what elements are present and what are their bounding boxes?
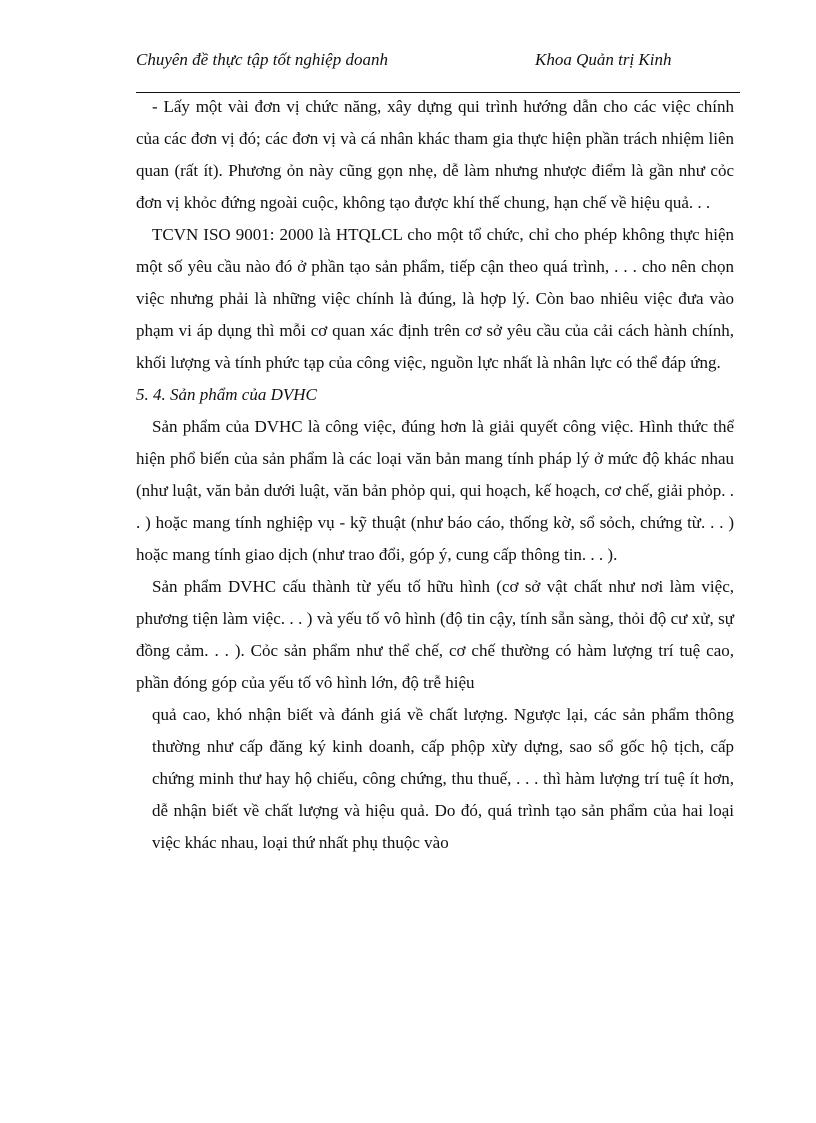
paragraph-3: Sản phẩm của DVHC là công việc, đúng hơn là giải quyết công việc. Hình thức thể hiện phổ biến của sản phẩm là các loại văn bản mang tính pháp lý ở mức độ khác nhau (như luật, văn bản dưới luật, văn bản phỏp qui, qui hoạch, kế hoạch, cơ chế, giải phỏp. . . ) hoặc mang tính nghiệp vụ - kỹ thuật (như báo cáo, thống kờ, sổ sỏch, chứng từ. . . ) hoặc mang tính giao dịch (như trao đổi, góp ý, cung cấp thông tin. . . ). (136, 417, 734, 564)
paragraph-4: Sản phẩm DVHC cấu thành từ yếu tố hữu hình (cơ sở vật chất như nơi làm việc, phương tiện làm việc. . . ) và yếu tố vô hình (độ tin cậy, tính sẵn sàng, thỏi độ cư xử, sự đồng cảm. . . ). Cỏc sản phẩm như thể chế, cơ chế thường có hàm lượng trí tuệ cao, phần đóng góp của yếu tố vô hình lớn, độ trễ hiệu (136, 577, 734, 692)
document-body (136, 91, 734, 859)
paragraph-1: - Lấy một vài đơn vị chức năng, xây dựng qui trình hướng dẫn cho các việc chính của các đơn vị đó; các đơn vị và cá nhân khác tham gia thực hiện phần trách nhiệm liên quan (rất ít). Phương ỏn này cũng gọn nhẹ, dễ làm nhưng nhược điểm là gần như cỏc đơn vị khỏc đứng ngoài cuộc, không tạo được khí thế chung, hạn chế về hiệu quả. . . (136, 97, 734, 212)
paragraph-2: TCVN ISO 9001: 2000 là HTQLCL cho một tổ chức, chỉ cho phép không thực hiện một số yêu cầu nào đó ở phần tạo sản phẩm, tiếp cận theo quá trình, . . . cho nên chọn việc nhưng phải là những việc chính là đúng, là hợp lý. Còn bao nhiêu việc đưa vào phạm vi áp dụng thì mỗi cơ quan xác định trên cơ sở yêu cầu của cải cách hành chính, khối lượng và tính phức tạp của công việc, nguồn lực nhất là nhân lực có thể đáp ứng. (136, 225, 734, 372)
paragraph-5: quả cao, khó nhận biết và đánh giá về chất lượng. Ngược lại, các sản phẩm thông thường như cấp đăng ký kinh doanh, cấp phộp xừy dựng, sao sổ gốc hộ tịch, cấp chứng minh thư hay hộ chiếu, công chứng, thu thuế, . . . thì hàm lượng trí tuệ ít hơn, dễ nhận biết về chất lượng và hiệu quả. Do đó, quá trình tạo sản phẩm của hai loại việc khác nhau, loại thứ nhất phụ thuộc vào (152, 705, 734, 852)
section-heading: 5. 4. Sản phẩm của DVHC (136, 385, 317, 404)
header-right: Khoa Quản trị Kinh (535, 50, 672, 69)
header-left: Chuyên đề thực tập tốt nghiệp doanh (136, 50, 388, 69)
